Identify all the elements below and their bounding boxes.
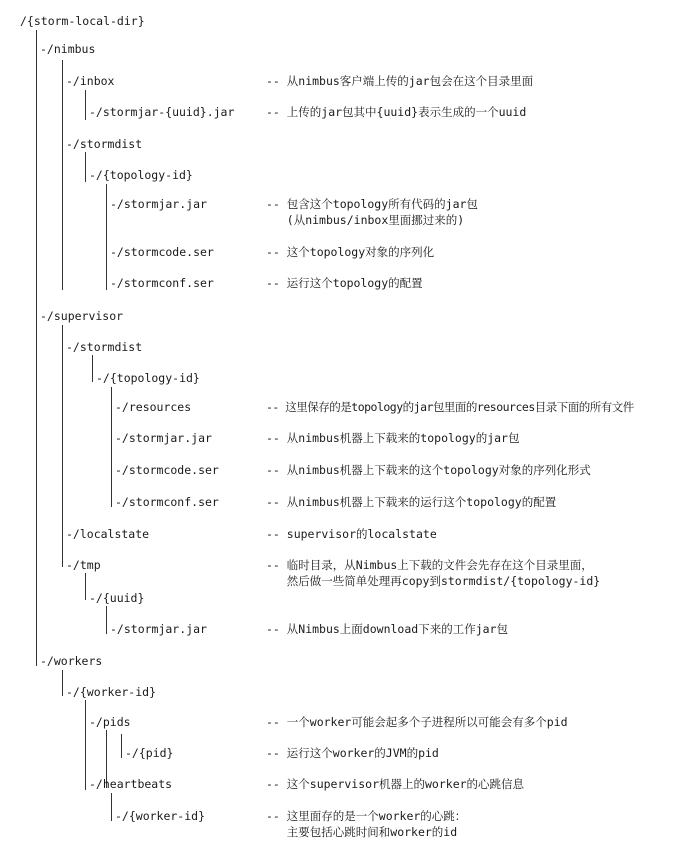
dir-sup-localstate: -/localstate bbox=[66, 527, 150, 541]
note-sup-tmp-line2: 然后做一些简单处理再copy到stormdist/{topology-id} bbox=[266, 574, 601, 588]
tree-line-pids-child bbox=[121, 734, 122, 758]
note-sup-resources: -- 这里保存的是topology的jar包里面的resources目录下面的所有文件 bbox=[266, 400, 634, 414]
file-nimbus-inbox-jar: -/stormjar-{uuid}.jar bbox=[89, 105, 235, 119]
note-sup-stormconf: -- 从nimbus机器上下载来的运行这个topology的配置 bbox=[266, 495, 557, 509]
file-heartbeat-worker-id: -/{worker-id} bbox=[115, 809, 206, 823]
dir-sup-stormdist: -/stormdist bbox=[66, 340, 143, 354]
dir-workers: -/workers bbox=[40, 654, 103, 668]
note-nimbus-stormconf: -- 运行这个topology的配置 bbox=[266, 276, 423, 290]
dir-nimbus-topology: -/{topology-id} bbox=[89, 168, 193, 182]
file-sup-stormcode: -/stormcode.ser bbox=[115, 463, 219, 477]
tree-line-sup-stormdist bbox=[92, 355, 93, 382]
dir-nimbus-inbox: -/inbox bbox=[66, 74, 115, 88]
dir-sup-tmp: -/tmp bbox=[66, 558, 101, 572]
note-heartbeats: -- 这个supervisor机器上的worker的心跳信息 bbox=[266, 777, 525, 791]
note-sup-stormcode: -- 从nimbus机器上下载来的这个topology对象的序列化形式 bbox=[266, 463, 591, 477]
dir-pids: -/pids bbox=[89, 715, 131, 729]
dir-sup-uuid: -/{uuid} bbox=[89, 591, 145, 605]
note-nimbus-stormjar-line1: -- 包含这个topology所有代码的jar包 bbox=[266, 197, 478, 211]
note-inbox: -- 从nimbus客户端上传的jar包会在这个目录里面 bbox=[266, 74, 534, 88]
file-nimbus-stormcode: -/stormcode.ser bbox=[110, 245, 214, 259]
note-nimbus-stormjar-line2: (从nimbus/inbox里面挪过来的) bbox=[266, 213, 465, 227]
note-sup-tmp-jar: -- 从Nimbus上面download下来的工作jar包 bbox=[266, 622, 508, 636]
tree-line-supervisor bbox=[62, 325, 63, 567]
tree-line-sup-topology bbox=[111, 387, 112, 507]
note-heartbeat-line1: -- 这里面存的是一个worker的心跳： bbox=[266, 809, 467, 823]
dir-sup-topology: -/{topology-id} bbox=[96, 371, 200, 385]
file-sup-tmp-jar: -/stormjar.jar bbox=[110, 622, 207, 636]
note-pid: -- 运行这个worker的JVM的pid bbox=[266, 746, 439, 760]
note-nimbus-stormcode: -- 这个topology对象的序列化 bbox=[266, 245, 435, 259]
tree-line-root bbox=[36, 30, 37, 666]
note-sup-stormjar: -- 从nimbus机器上下载来的topology的jar包 bbox=[266, 431, 520, 445]
dir-heartbeats: -/heartbeats bbox=[89, 777, 173, 791]
dir-nimbus: -/nimbus bbox=[40, 42, 96, 56]
tree-line-tmp bbox=[85, 573, 86, 600]
tree-line-workers bbox=[62, 670, 63, 696]
dir-nimbus-stormdist: -/stormdist bbox=[66, 137, 143, 151]
file-nimbus-stormconf: -/stormconf.ser bbox=[110, 276, 214, 290]
note-heartbeat-line2: 主要包括心跳时间和worker的id bbox=[266, 825, 458, 839]
file-pid: -/{pid} bbox=[125, 746, 174, 760]
tree-line-nimbus-stormdist bbox=[85, 152, 86, 182]
file-sup-stormconf: -/stormconf.ser bbox=[115, 495, 219, 509]
tree-line-worker-id bbox=[85, 700, 86, 790]
tree-line-heartbeats bbox=[111, 793, 112, 821]
tree-line-nimbus bbox=[62, 60, 63, 290]
note-inbox-jar: -- 上传的jar包其中{uuid}表示生成的一个uuid bbox=[266, 105, 527, 119]
note-sup-tmp-line1: -- 临时目录，从Nimbus上下载的文件会先存在这个目录里面， bbox=[266, 558, 593, 572]
file-nimbus-stormjar: -/stormjar.jar bbox=[110, 197, 207, 211]
dir-supervisor: -/supervisor bbox=[40, 309, 124, 323]
tree-line-inbox bbox=[85, 90, 86, 120]
note-sup-localstate: -- supervisor的localstate bbox=[266, 527, 437, 541]
note-pids: -- 一个worker可能会起多个子进程所以可能会有多个pid bbox=[266, 715, 568, 729]
dir-root: /{storm-local-dir} bbox=[20, 14, 145, 28]
tree-line-uuid bbox=[106, 606, 107, 634]
tree-line-nimbus-topology bbox=[106, 184, 107, 290]
dir-worker-id: -/{worker-id} bbox=[66, 685, 157, 699]
file-sup-stormjar: -/stormjar.jar bbox=[115, 431, 212, 445]
dir-sup-resources: -/resources bbox=[115, 400, 192, 414]
